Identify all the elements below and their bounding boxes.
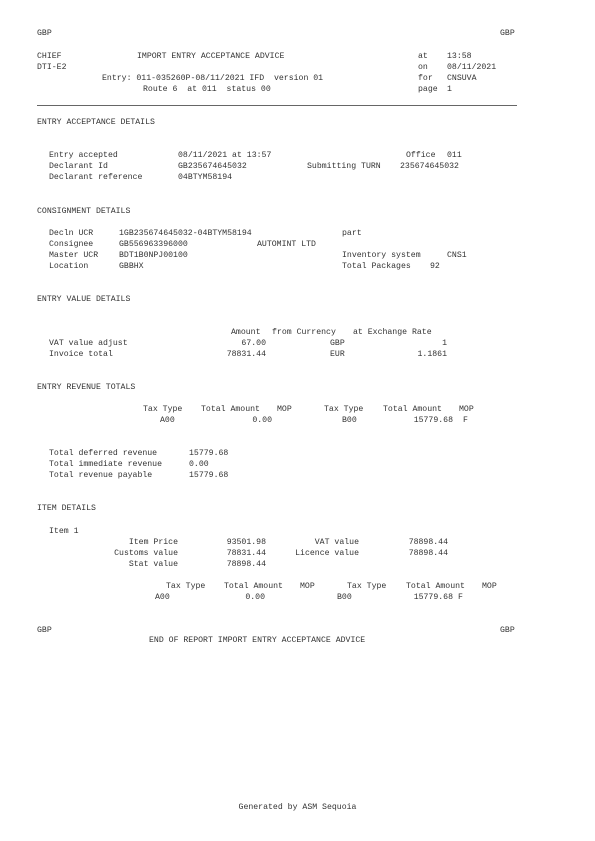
item-label: Item 1	[49, 527, 79, 536]
location-value: GBBHX	[119, 262, 144, 271]
end-of-report: END OF REPORT IMPORT ENTRY ACCEPTANCE ADVICE	[149, 636, 366, 645]
entry-value-heading: ENTRY VALUE DETAILS	[37, 295, 131, 304]
entry-acceptance-heading: ENTRY ACCEPTANCE DETAILS	[37, 118, 155, 127]
revenue-amount-a00: 0.00	[252, 416, 272, 425]
entry-accepted-value: 08/11/2021 at 13:57	[178, 151, 272, 160]
inventory-system-value: CNS1	[447, 251, 467, 260]
total-revenue-payable-label: Total revenue payable	[49, 471, 153, 480]
total-immediate-revenue-label: Total immediate revenue	[49, 460, 163, 469]
generated-by: Generated by ASM Sequoia	[238, 803, 357, 812]
revenue-tax-type-header-left: Tax Type	[143, 405, 183, 414]
report-date: 08/11/2021	[447, 63, 497, 72]
report-title: IMPORT ENTRY ACCEPTANCE ADVICE	[137, 52, 285, 61]
footer-currency-right: GBP	[500, 626, 515, 635]
office-value: 011	[447, 151, 462, 160]
report-time: 13:58	[447, 52, 472, 61]
total-deferred-revenue-label: Total deferred revenue	[49, 449, 158, 458]
item-total-amount-header-left: Total Amount	[224, 582, 283, 591]
from-currency-column-header: from Currency	[272, 328, 336, 337]
vat-value-adjust-amount: 67.00	[241, 339, 266, 348]
location-label: Location	[49, 262, 89, 271]
exchange-rate-column-header: at Exchange Rate	[353, 328, 432, 337]
stat-value-label: Stat value	[128, 560, 178, 569]
revenue-mop-header-left: MOP	[277, 405, 292, 414]
revenue-total-amount-header-left: Total Amount	[201, 405, 260, 414]
consignee-id: GB556963396000	[119, 240, 188, 249]
revenue-amount-b00: 15779.68	[413, 416, 453, 425]
item-tax-type-a00: A00	[155, 593, 170, 602]
item-amount-a00: 0.00	[245, 593, 265, 602]
total-revenue-payable-value: 15779.68	[189, 471, 229, 480]
total-packages-value: 92	[430, 262, 440, 271]
revenue-total-amount-header-right: Total Amount	[383, 405, 442, 414]
licence-value-label: Licence value	[295, 549, 359, 558]
header-divider	[37, 105, 517, 106]
declarant-id-label: Declarant Id	[49, 162, 108, 171]
declarant-reference-label: Declarant reference	[49, 173, 143, 182]
consignee-name: AUTOMINT LTD	[257, 240, 316, 249]
revenue-tax-type-a00: A00	[160, 416, 175, 425]
amount-column-header: Amount	[231, 328, 261, 337]
header-system-name: CHIEF	[37, 52, 62, 61]
submitting-turn-label: Submitting TURN	[307, 162, 381, 171]
item-mop-header-right: MOP	[482, 582, 497, 591]
header-currency-right: GBP	[500, 29, 515, 38]
on-label: on	[418, 63, 428, 72]
entry-accepted-label: Entry accepted	[49, 151, 118, 160]
stat-value: 78898.44	[226, 560, 266, 569]
vat-value-adjust-label: VAT value adjust	[49, 339, 128, 348]
item-price-label: Item Price	[128, 538, 178, 547]
consignee-label: Consignee	[49, 240, 94, 249]
decln-ucr-label: Decln UCR	[49, 229, 94, 238]
at-label: at	[418, 52, 428, 61]
inventory-system-label: Inventory system	[342, 251, 421, 260]
page-label: page	[418, 85, 438, 94]
invoice-total-currency: EUR	[330, 350, 345, 359]
item-tax-type-header-left: Tax Type	[166, 582, 206, 591]
route-status-line: Route 6 at 011 status 00	[143, 85, 271, 94]
invoice-total-label: Invoice total	[49, 350, 113, 359]
item-tax-type-header-right: Tax Type	[347, 582, 387, 591]
item-mop-header-left: MOP	[300, 582, 315, 591]
for-value: CNSUVA	[447, 74, 477, 83]
declarant-reference-value: 04BTYM58194	[178, 173, 233, 182]
vat-value-label: VAT value	[314, 538, 359, 547]
total-immediate-revenue-value: 0.00	[189, 460, 209, 469]
item-tax-type-b00: B00	[337, 593, 352, 602]
consignment-heading: CONSIGNMENT DETAILS	[37, 207, 131, 216]
item-total-amount-header-right: Total Amount	[406, 582, 465, 591]
customs-value: 78831.44	[226, 549, 266, 558]
for-label: for	[418, 74, 433, 83]
master-ucr-value: BDT1B0NPJ00100	[119, 251, 188, 260]
page-number: 1	[447, 85, 452, 94]
item-price-value: 93501.98	[226, 538, 266, 547]
revenue-tax-type-header-right: Tax Type	[324, 405, 364, 414]
item-amount-b00: 15779.68	[413, 593, 453, 602]
entry-reference: Entry: 011-035260P-08/11/2021 IFD version 01	[102, 74, 324, 83]
revenue-tax-type-b00: B00	[342, 416, 357, 425]
customs-value-label: Customs value	[114, 549, 178, 558]
total-deferred-revenue-value: 15779.68	[189, 449, 229, 458]
vat-value: 78898.44	[408, 538, 448, 547]
part-label: part	[342, 229, 362, 238]
item-mop-b00: F	[458, 593, 463, 602]
revenue-totals-heading: ENTRY REVENUE TOTALS	[37, 383, 136, 392]
master-ucr-label: Master UCR	[49, 251, 99, 260]
header-terminal-code: DTI-E2	[37, 63, 67, 72]
invoice-total-rate: 1.1861	[417, 350, 447, 359]
office-label: Office	[406, 151, 436, 160]
header-currency-left: GBP	[37, 29, 52, 38]
decln-ucr-value: 1GB235674645032-04BTYM58194	[119, 229, 252, 238]
vat-value-adjust-currency: GBP	[330, 339, 345, 348]
footer-currency-left: GBP	[37, 626, 52, 635]
item-details-heading: ITEM DETAILS	[37, 504, 96, 513]
declarant-id-value: GB235674645032	[178, 162, 247, 171]
revenue-mop-b00: F	[463, 416, 468, 425]
revenue-mop-header-right: MOP	[459, 405, 474, 414]
vat-value-adjust-rate: 1	[442, 339, 447, 348]
invoice-total-amount: 78831.44	[226, 350, 266, 359]
submitting-turn-value: 235674645032	[400, 162, 459, 171]
licence-value: 78898.44	[408, 549, 448, 558]
total-packages-label: Total Packages	[342, 262, 411, 271]
